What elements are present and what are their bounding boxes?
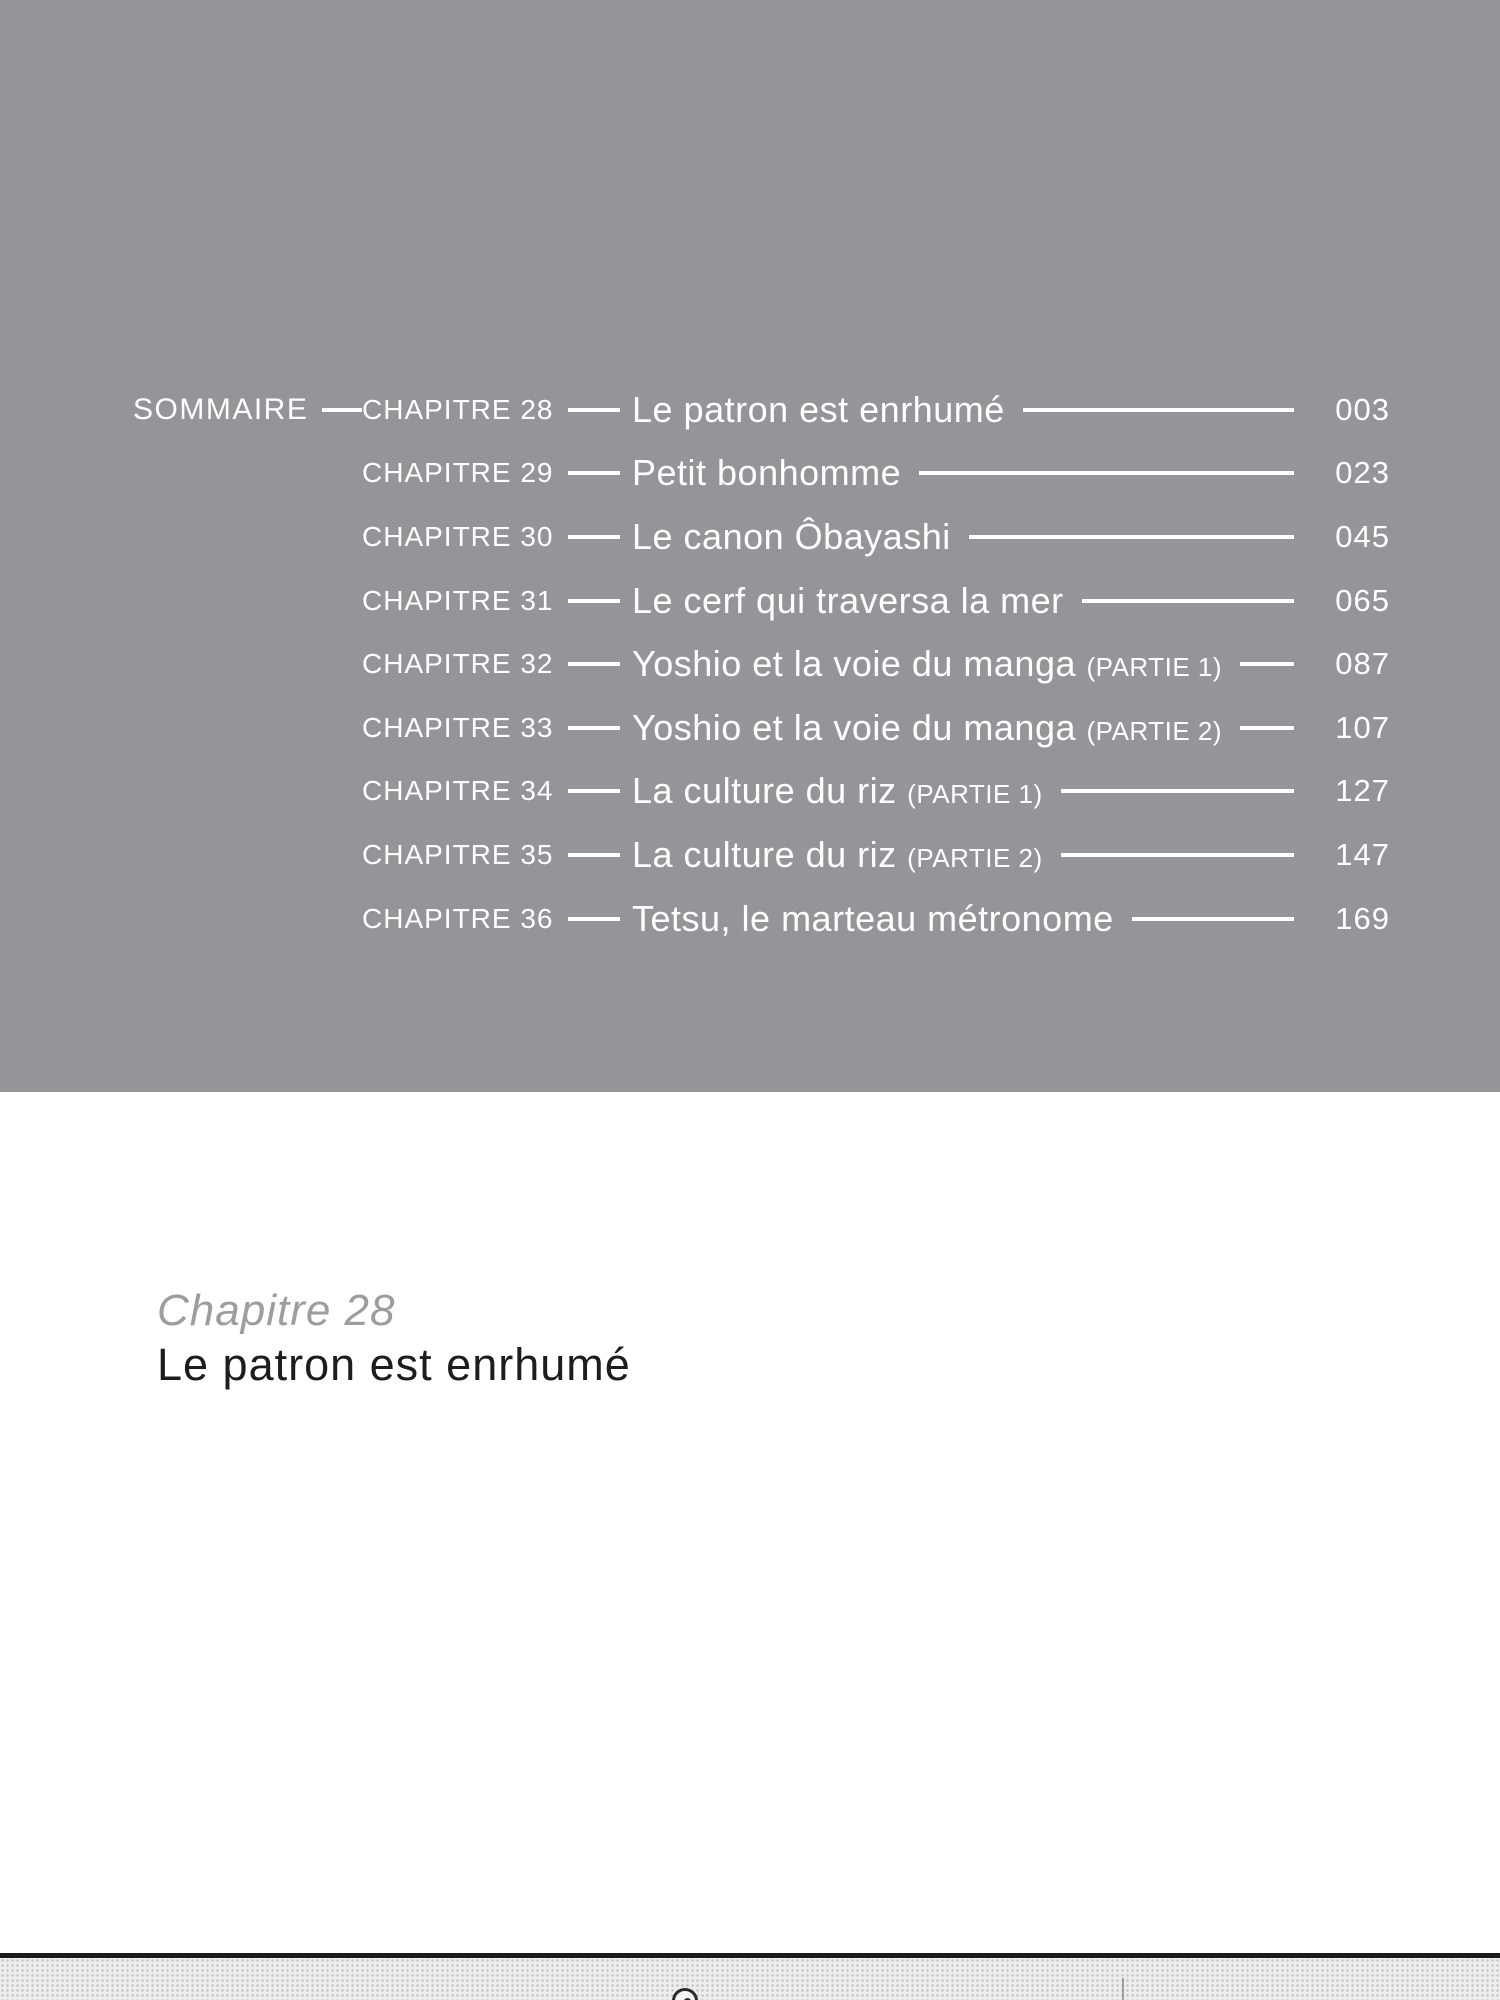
chapter-cell [362, 585, 632, 617]
dash-rule [322, 408, 362, 412]
page-number: 127 [1335, 773, 1390, 809]
page-number: 087 [1335, 646, 1390, 682]
dash-rule [568, 471, 621, 475]
leader-rule [1240, 726, 1294, 730]
leader-rule [969, 535, 1294, 539]
chapter-heading [157, 1286, 631, 1391]
chapter-cell [362, 839, 632, 871]
dash-rule [568, 662, 621, 666]
chapter-title-text: Tetsu, le marteau métronome [632, 897, 1114, 939]
chapter-title-text: Petit bonhomme [632, 452, 902, 494]
dash-rule [568, 599, 621, 603]
chapter-title [632, 643, 1222, 685]
leader-rule [1061, 789, 1294, 793]
artwork-stray-mark [1122, 1978, 1124, 2000]
sommaire-label: SOMMAIRE [133, 392, 309, 426]
toc-row [133, 887, 1390, 951]
page-number: 023 [1335, 455, 1390, 491]
chapter-label: CHAPITRE 32 [362, 648, 554, 680]
toc-row [133, 760, 1390, 824]
dash-rule [568, 917, 621, 921]
leader-rule [1240, 662, 1294, 666]
chapter-label: CHAPITRE 36 [362, 902, 554, 934]
sommaire-cell [133, 393, 362, 427]
chapter-label: CHAPITRE 34 [362, 775, 554, 807]
chapter-cell [362, 521, 632, 553]
chapter-title [632, 898, 1114, 940]
chapter-cell [362, 712, 632, 744]
dash-rule [568, 726, 621, 730]
dash-rule [568, 789, 621, 793]
chapter-title-text: Le canon Ôbayashi [632, 515, 951, 557]
chapter-title-text: Yoshio et la voie du manga [632, 706, 1076, 748]
chapter-heading-number: Chapitre 28 [157, 1286, 396, 1335]
leader-rule [1061, 853, 1294, 857]
chapter-heading-title: Le patron est enrhumé [157, 1339, 631, 1391]
toc-row [133, 442, 1390, 506]
chapter-part-label: (PARTIE 2) [907, 842, 1043, 873]
chapter-title-text: Le cerf qui traversa la mer [632, 579, 1064, 621]
chapter-title-text: Le patron est enrhumé [632, 388, 1005, 430]
chapter-cell [362, 457, 632, 489]
chapter-title-text: Yoshio et la voie du manga [632, 643, 1076, 685]
page-number: 107 [1335, 709, 1390, 745]
toc-row [133, 632, 1390, 696]
toc-row [133, 823, 1390, 887]
chapter-label: CHAPITRE 28 [362, 393, 554, 425]
page-number: 065 [1335, 582, 1390, 618]
toc-list [133, 378, 1390, 950]
chapter-title [632, 580, 1064, 622]
chapter-cell [362, 775, 632, 807]
chapter-title [632, 834, 1043, 876]
dash-rule [568, 408, 621, 412]
chapter-title [632, 770, 1043, 812]
chapter-title-text: La culture du riz [632, 770, 897, 812]
dash-rule [568, 535, 621, 539]
toc-row [133, 696, 1390, 760]
leader-rule [1082, 599, 1294, 603]
page-number: 003 [1335, 391, 1390, 427]
leader-rule [919, 471, 1294, 475]
dash-rule [568, 853, 621, 857]
leader-rule [1132, 917, 1294, 921]
chapter-title [632, 389, 1005, 431]
chapter-label: CHAPITRE 30 [362, 520, 554, 552]
chapter-label: CHAPITRE 33 [362, 711, 554, 743]
chapter-title-text: La culture du riz [632, 833, 897, 875]
chapter-cell [362, 394, 632, 426]
toc-row [133, 569, 1390, 633]
chapter-title [632, 707, 1222, 749]
chapter-label: CHAPITRE 35 [362, 838, 554, 870]
chapter-part-label: (PARTIE 1) [1086, 652, 1223, 683]
halftone-texture-strip [0, 1958, 1500, 2000]
chapter-title [632, 516, 951, 558]
chapter-cell [362, 903, 632, 935]
page-number: 147 [1335, 836, 1390, 872]
page-number: 045 [1335, 518, 1390, 554]
toc-row [133, 378, 1390, 442]
chapter-part-label: (PARTIE 2) [1086, 715, 1223, 746]
toc-row [133, 505, 1390, 569]
chapter-part-label: (PARTIE 1) [907, 779, 1043, 810]
leader-rule [1023, 408, 1294, 412]
chapter-label: CHAPITRE 29 [362, 457, 554, 489]
page-number: 169 [1335, 900, 1390, 936]
chapter-title [632, 452, 901, 494]
chapter-cell [362, 648, 632, 680]
chapter-label: CHAPITRE 31 [362, 584, 554, 616]
